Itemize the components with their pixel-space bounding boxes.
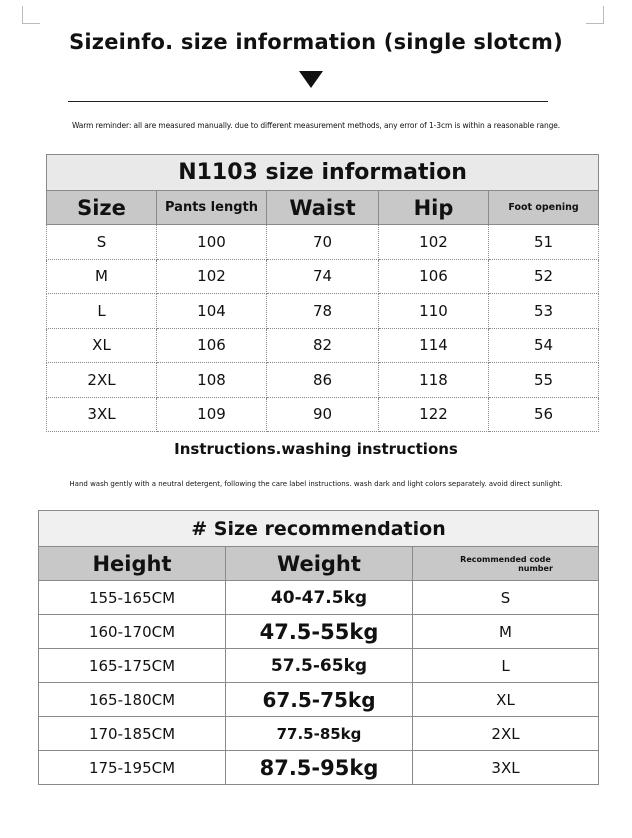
header-size: Size [47, 191, 157, 225]
cell-weight: 77.5-85kg [226, 717, 413, 751]
cell-code: 3XL [413, 751, 599, 785]
header-recommended-code [413, 547, 599, 581]
header-waist: Waist [267, 191, 379, 225]
cell-pants-length: 108 [157, 363, 267, 398]
cell-height: 165-180CM [39, 683, 226, 717]
table-row [39, 683, 599, 717]
table-row [47, 397, 599, 432]
page-title: Sizeinfo. size information (single slotcm) [69, 30, 563, 54]
table-row [47, 363, 599, 398]
down-arrow-icon [299, 71, 323, 88]
cell-weight: 67.5-75kg [226, 683, 413, 717]
cell-height: 160-170CM [39, 615, 226, 649]
cell-hip: 114 [379, 328, 489, 363]
cell-pants-length: 109 [157, 397, 267, 432]
cell-waist: 74 [267, 259, 379, 294]
cell-height: 175-195CM [39, 751, 226, 785]
cell-pants-length: 102 [157, 259, 267, 294]
cell-code: L [413, 649, 599, 683]
washing-text: Hand wash gently with a neutral detergent, following the care label instructions. wash dark and light colors separately. avoid direct sunlight. [69, 480, 563, 488]
size-information-table [46, 154, 599, 432]
table-row [47, 328, 599, 363]
table-row [47, 294, 599, 329]
table-row [39, 751, 599, 785]
recommendation-caption: # Size recommendation [39, 511, 599, 547]
cell-waist: 82 [267, 328, 379, 363]
table-row [39, 581, 599, 615]
cell-weight: 87.5-95kg [226, 751, 413, 785]
cell-waist: 86 [267, 363, 379, 398]
cell-size: M [47, 259, 157, 294]
cell-code: M [413, 615, 599, 649]
table-row [39, 717, 599, 751]
cell-waist: 78 [267, 294, 379, 329]
cell-foot-opening: 53 [489, 294, 599, 329]
header-recommended-code-line2: number [518, 563, 553, 573]
header-pants-length: Pants length [157, 191, 267, 225]
table-row [47, 259, 599, 294]
divider [68, 101, 548, 102]
cell-height: 170-185CM [39, 717, 226, 751]
header-height: Height [39, 547, 226, 581]
cell-size: 2XL [47, 363, 157, 398]
cell-weight: 40-47.5kg [226, 581, 413, 615]
table-row [39, 615, 599, 649]
warm-reminder: Warm reminder: all are measured manually. due to different measurement methods, any error of 1-3cm is within a reasonable range. [71, 121, 561, 130]
size-table-caption: N1103 size information [47, 155, 599, 191]
header-weight: Weight [226, 547, 413, 581]
cell-size: S [47, 225, 157, 260]
cell-weight: 47.5-55kg [226, 615, 413, 649]
cell-hip: 118 [379, 363, 489, 398]
cell-foot-opening: 55 [489, 363, 599, 398]
cell-code: S [413, 581, 599, 615]
header-recommended-code-line1: Recommended code [460, 554, 551, 564]
corner-mark-left [22, 6, 40, 24]
cell-height: 165-175CM [39, 649, 226, 683]
cell-hip: 110 [379, 294, 489, 329]
cell-size: XL [47, 328, 157, 363]
cell-hip: 102 [379, 225, 489, 260]
cell-height: 155-165CM [39, 581, 226, 615]
cell-hip: 106 [379, 259, 489, 294]
cell-pants-length: 104 [157, 294, 267, 329]
cell-code: XL [413, 683, 599, 717]
header-foot-opening: Foot opening [489, 191, 599, 225]
cell-size: 3XL [47, 397, 157, 432]
cell-foot-opening: 52 [489, 259, 599, 294]
header-hip: Hip [379, 191, 489, 225]
cell-size: L [47, 294, 157, 329]
cell-weight: 57.5-65kg [226, 649, 413, 683]
table-row [39, 649, 599, 683]
cell-code: 2XL [413, 717, 599, 751]
cell-pants-length: 100 [157, 225, 267, 260]
corner-mark-right [586, 6, 604, 24]
cell-waist: 90 [267, 397, 379, 432]
cell-foot-opening: 54 [489, 328, 599, 363]
size-recommendation-table [38, 510, 599, 785]
washing-title: Instructions.washing instructions [174, 440, 458, 458]
cell-foot-opening: 51 [489, 225, 599, 260]
cell-pants-length: 106 [157, 328, 267, 363]
table-row [47, 225, 599, 260]
cell-foot-opening: 56 [489, 397, 599, 432]
cell-waist: 70 [267, 225, 379, 260]
cell-hip: 122 [379, 397, 489, 432]
